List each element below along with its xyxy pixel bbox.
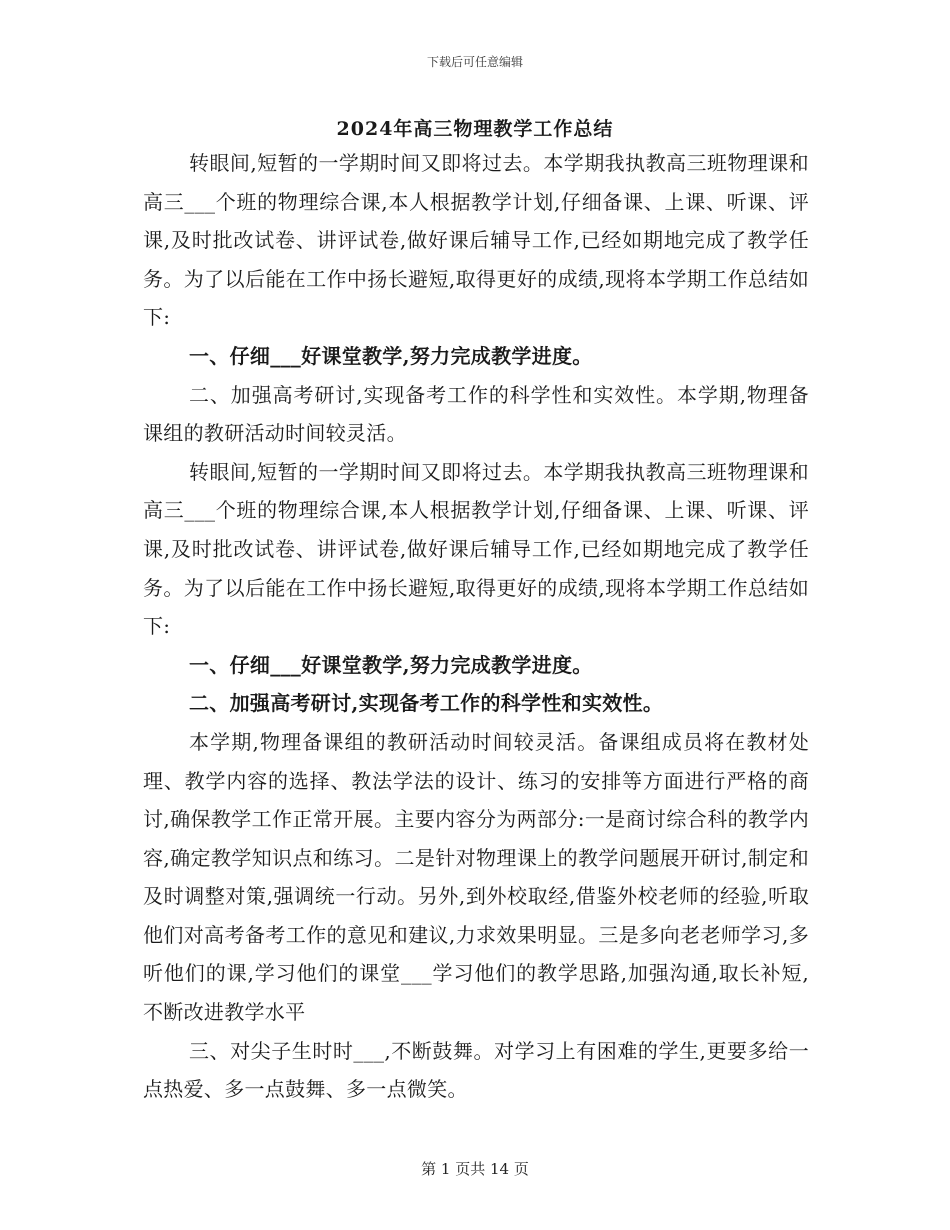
paragraph-section-2: 二、加强高考研讨,实现备考工作的科学性和实效性。本学期,物理备课组的教研活动时间较灵活。 bbox=[143, 382, 809, 446]
paragraph-intro-repeat: 转眼间,短暂的一学期时间又即将过去。本学期我执教高三班物理课和高三___个班的物理综合课,本人根据教学计划,仔细备课、上课、听课、评课,及时批改试卷、讲评试卷,做好课后辅导工作,已经如期地完成了教学任务。为了以后能在工作中扬长避短,取得更好的成绩,现将本学期工作总结如下: bbox=[143, 459, 809, 639]
section-heading-1: 一、仔细___好课堂教学,努力完成教学进度。 bbox=[189, 343, 593, 368]
paragraph-section-3: 三、对尖子生时时___,不断鼓舞。对学习上有困难的学生,更要多给一点热爱、多一点鼓舞、多一点微笑。 bbox=[143, 1038, 809, 1102]
document-body bbox=[143, 144, 809, 1109]
section-heading-2: 二、加强高考研讨,实现备考工作的科学性和实效性。 bbox=[189, 691, 664, 716]
page-header: 下载后可任意编辑 bbox=[426, 55, 523, 69]
document-title: 2024年高三物理教学工作总结 bbox=[336, 118, 614, 140]
page-footer: 第 1 页共 14 页 bbox=[421, 1160, 529, 1178]
paragraph-intro: 转眼间,短暂的一学期时间又即将过去。本学期我执教高三班物理课和高三___个班的物理综合课,本人根据教学计划,仔细备课、上课、听课、评课,及时批改试卷、讲评试卷,做好课后辅导工作,已经如期地完成了教学任务。为了以后能在工作中扬长避短,取得更好的成绩,现将本学期工作总结如下: bbox=[143, 151, 809, 330]
section-heading-1-repeat: 一、仔细___好课堂教学,努力完成教学进度。 bbox=[189, 652, 593, 677]
paragraph-section-2-body: 本学期,物理备课组的教研活动时间较灵活。备课组成员将在教材处理、教学内容的选择、教法学法的设计、练习的安排等方面进行严格的商讨,确保教学工作正常开展。主要内容分为两部分:一是商讨综合科的教学内容,确定教学知识点和练习。二是针对物理课上的教学问题展开研讨,制定和及时调整对策,强调统一行动。另外,到外校取经,借鉴外校老师的经验,听取他们对高考备考工作的意见和建议,力求效果明显。三是多向老老师学习,多听他们的课,学习他们的课堂___学习他们的教学思路,加强沟通,取长补短,不断改进教学水平 bbox=[143, 729, 809, 1025]
